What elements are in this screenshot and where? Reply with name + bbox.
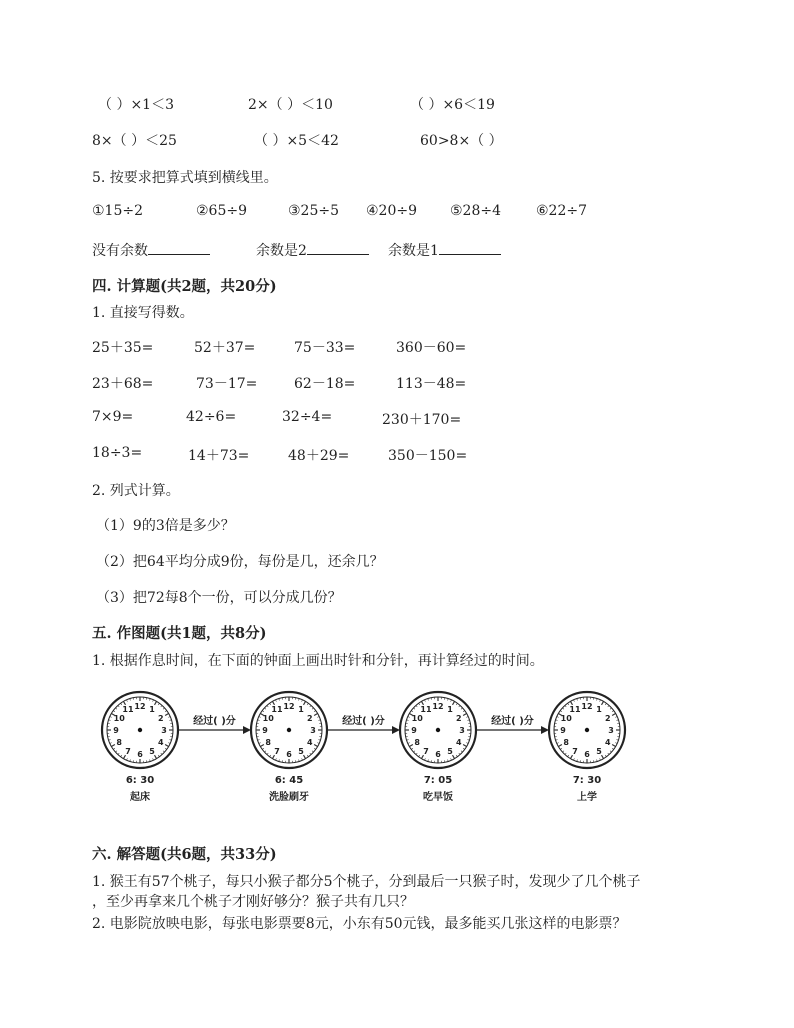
compare-item: （ ）×6＜19 [410,97,495,113]
q5-item: ①15÷2 [92,203,144,219]
clock-numeral: 11 [122,705,134,715]
clock-numeral: 11 [420,705,432,715]
clock-numeral: 2 [604,714,611,723]
clock-numeral: 5 [447,746,453,756]
q5-item: ⑥22÷7 [536,203,588,219]
section-6-title: 六. 解答题(共6题，共33分) [92,846,277,863]
clock-numeral: 10 [560,714,572,723]
q5-1-prompt: 1. 根据作息时间，在下面的钟面上画出时针和分针，再计算经过的时间。 [92,653,544,669]
clock-numeral: 9 [560,726,566,735]
clock-numeral: 5 [149,746,155,756]
clock-numeral: 6 [137,750,143,759]
calc-item: 73－17= [196,376,258,392]
calc-item: 113－48= [396,376,467,392]
clock-time-label: 6: 45 [274,775,304,786]
calc-item: 23＋68= [92,376,154,392]
calc-item: 350－150= [388,448,468,464]
compare-item: 60>8×（ ） [420,133,503,149]
clock-numeral: 1 [298,705,304,715]
q5-item: ④20÷9 [366,203,418,219]
clock-numeral: 10 [262,714,274,723]
calc-item: 52＋37= [194,340,256,356]
clock-numeral: 9 [113,726,119,735]
clock-numeral: 4 [604,738,611,747]
calc-item: 75－33= [294,340,356,356]
clock-activity-label: 起床 [130,792,150,803]
compare-item: 8×（ ）＜25 [92,133,177,149]
clock-numeral: 7 [572,746,578,756]
clock-numeral: 8 [563,738,570,747]
arrow-duration-label: 经过( )分 [193,716,236,727]
clock-numeral: 7 [423,746,429,756]
clock-numeral: 8 [116,738,123,747]
q4-2-item: （2）把64平均分成9份，每份是几，还余几？ [96,554,384,570]
clock-numeral: 3 [608,726,614,735]
calc-item: 18÷3= [92,445,143,461]
calc-item: 25＋35= [92,340,154,356]
q6-1-line1: 1. 猴王有57个桃子，每只小猴子都分5个桃子，分到最后一只猴子时，发现少了几个桃子 [92,874,641,890]
clock-numeral: 1 [596,705,602,715]
clock-numeral: 4 [455,738,462,747]
clock-activity-label: 洗脸刷牙 [269,792,309,803]
clock-numeral: 10 [113,714,125,723]
clock-numeral: 12 [432,702,444,711]
clock-numeral: 2 [455,714,462,723]
arrow-head [243,726,251,734]
compare-item: （ ）×5＜42 [254,133,339,149]
calc-item: 42÷6= [186,409,237,425]
clock-center-dot [287,728,291,732]
q5-item: ③25÷5 [288,203,340,219]
clock-numeral: 10 [411,714,423,723]
clock-numeral: 8 [414,738,421,747]
clock-numeral: 1 [447,705,453,715]
arrow-duration-label: 经过( )分 [491,716,534,727]
clock-center-dot [138,728,142,732]
blank-label: 没有余数 [92,243,148,259]
arrow-head [541,726,549,734]
calc-item: 360－60= [396,340,467,356]
clock-numeral: 7 [274,746,280,756]
clock-numeral: 5 [596,746,602,756]
q6-2: 2. 电影院放映电影，每张电影票要8元，小东有50元钱，最多能买几张这样的电影票？ [92,916,627,932]
arrow-head [392,726,400,734]
q4-2-item: （3）把72每8个一份，可以分成几份？ [96,590,342,606]
clock-time-label: 7: 30 [572,775,602,786]
clock-numeral: 7 [125,746,131,756]
section-5-title: 五. 作图题(共1题，共8分) [92,625,267,642]
q4-1-prompt: 1. 直接写得数。 [92,305,194,321]
clock-numeral: 9 [262,726,268,735]
clock-numeral: 1 [149,705,155,715]
clock-numeral: 4 [157,738,164,747]
clock-numeral: 12 [581,702,593,711]
calc-item: 230＋170= [382,412,462,428]
q5-item: ②65÷9 [196,203,248,219]
clock-activity-label: 吃早饭 [423,792,453,803]
clock-numeral: 5 [298,746,304,756]
calc-item: 62－18= [294,376,356,392]
section-4-title: 四. 计算题(共2题，共20分) [92,278,277,295]
clock-numeral: 3 [459,726,465,735]
clock-numeral: 2 [157,714,164,723]
arrow-duration-label: 经过( )分 [342,716,385,727]
blank-label: 余数是2 [256,243,307,259]
q5-item: ⑤28÷4 [450,203,502,219]
clock-numeral: 2 [306,714,313,723]
clock-numeral: 12 [134,702,146,711]
compare-item: （ ）×1＜3 [98,97,174,113]
calc-item: 48＋29= [288,448,350,464]
clock-numeral: 11 [569,705,581,715]
clock-numeral: 9 [411,726,417,735]
compare-item: 2×（ ）＜10 [248,97,333,113]
q5-prompt: 5. 按要求把算式填到横线里。 [92,170,278,186]
clock-center-dot [436,728,440,732]
clock-numeral: 8 [265,738,272,747]
calc-item: 32÷4= [282,409,333,425]
clock-numeral: 6 [584,750,590,759]
clock-numeral: 12 [283,702,295,711]
clock-numeral: 3 [161,726,167,735]
q4-2-prompt: 2. 列式计算。 [92,483,180,499]
clock-time-label: 7: 05 [423,775,453,786]
calc-item: 7×9= [92,409,134,425]
q6-1-line2: ，至少再拿来几个桃子才刚好够分？猴子共有几只？ [92,894,414,910]
q4-2-item: （1）9的3倍是多少？ [96,518,235,534]
clock-numeral: 6 [435,750,441,759]
clock-numeral: 6 [286,750,292,759]
clock-numeral: 3 [310,726,316,735]
clock-activity-label: 上学 [577,792,597,803]
blank-label: 余数是1 [388,243,439,259]
calc-item: 14＋73= [188,448,250,464]
clock-numeral: 11 [271,705,283,715]
clock-time-label: 6: 30 [125,775,155,786]
clock-numeral: 4 [306,738,313,747]
clock-center-dot [585,728,589,732]
